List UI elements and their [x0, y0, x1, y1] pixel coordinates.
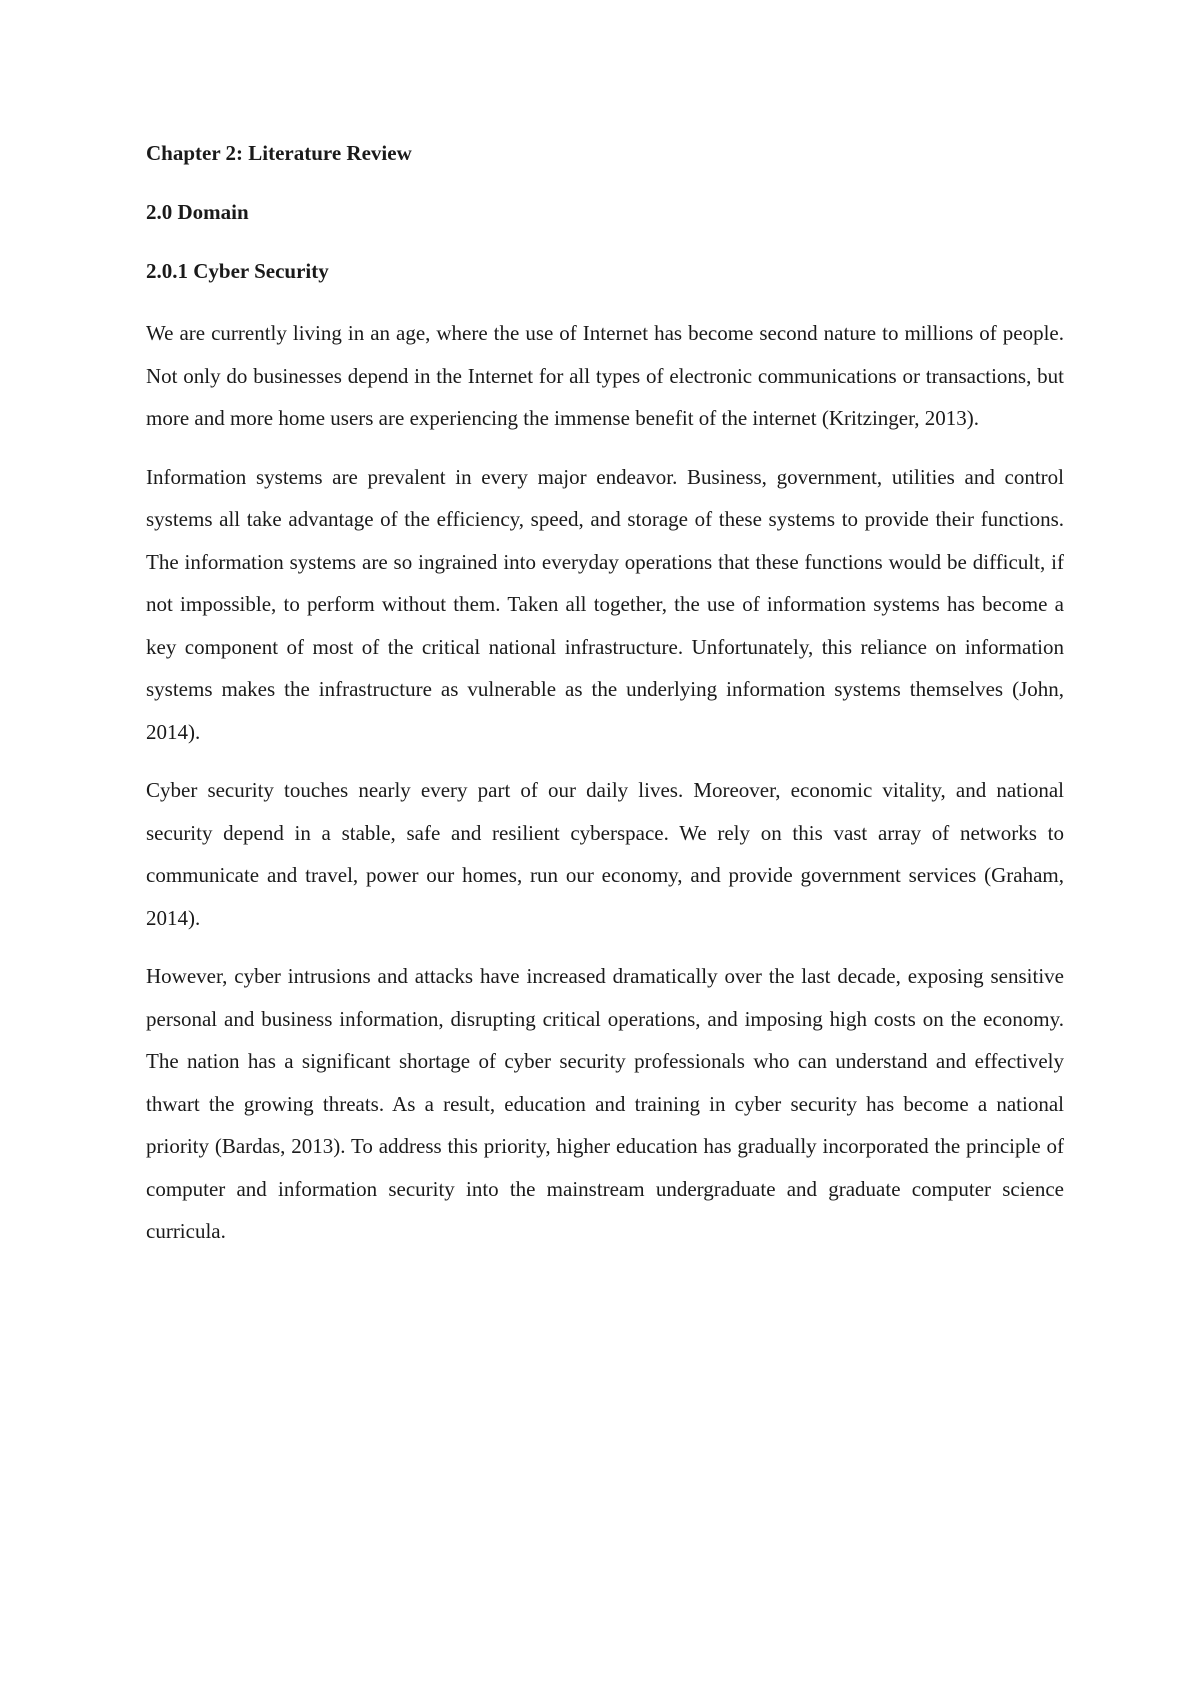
paragraph: Cyber security touches nearly every part of our daily lives. Moreover, economic vitality, and national security depend in a stable, safe and resilient cyberspace. We rely on this vast array of networks to communicate and travel, power our homes, run our economy, and provide government services (Graham, 2014).	[146, 778, 1064, 930]
paragraph: We are currently living in an age, where the use of Internet has become second nature to millions of people. Not only do businesses depend in the Internet for all types of electronic communications or transactions, but more and more home users are experiencing the immense benefit of the internet (Kritzinger, 2013).	[146, 321, 1064, 430]
section-title: 2.0 Domain	[146, 200, 249, 224]
chapter-title: Chapter 2: Literature Review	[146, 141, 412, 165]
document-body	[146, 140, 1064, 1269]
paragraph: Information systems are prevalent in every major endeavor. Business, government, utilities and control systems all take advantage of the efficiency, speed, and storage of these systems to provide their functions. The information systems are so ingrained into everyday operations that these functions would be difficult, if not impossible, to perform without them. Taken all together, the use of information systems has become a key component of most of the critical national infrastructure. Unfortunately, this reliance on information systems makes the infrastructure as vulnerable as the underlying information systems themselves (John, 2014).	[146, 464, 1064, 744]
paragraph: However, cyber intrusions and attacks have increased dramatically over the last decade, exposing sensitive personal and business information, disrupting critical operations, and imposing high costs on the economy. The nation has a significant shortage of cyber security professionals who can understand and effectively thwart the growing threats. As a result, education and training in cyber security has become a national priority (Bardas, 2013). To address this priority, higher education has gradually incorporated the principle of computer and information security into the mainstream undergraduate and graduate computer science curricula.	[146, 964, 1064, 1243]
subsection-title: 2.0.1 Cyber Security	[146, 259, 329, 283]
